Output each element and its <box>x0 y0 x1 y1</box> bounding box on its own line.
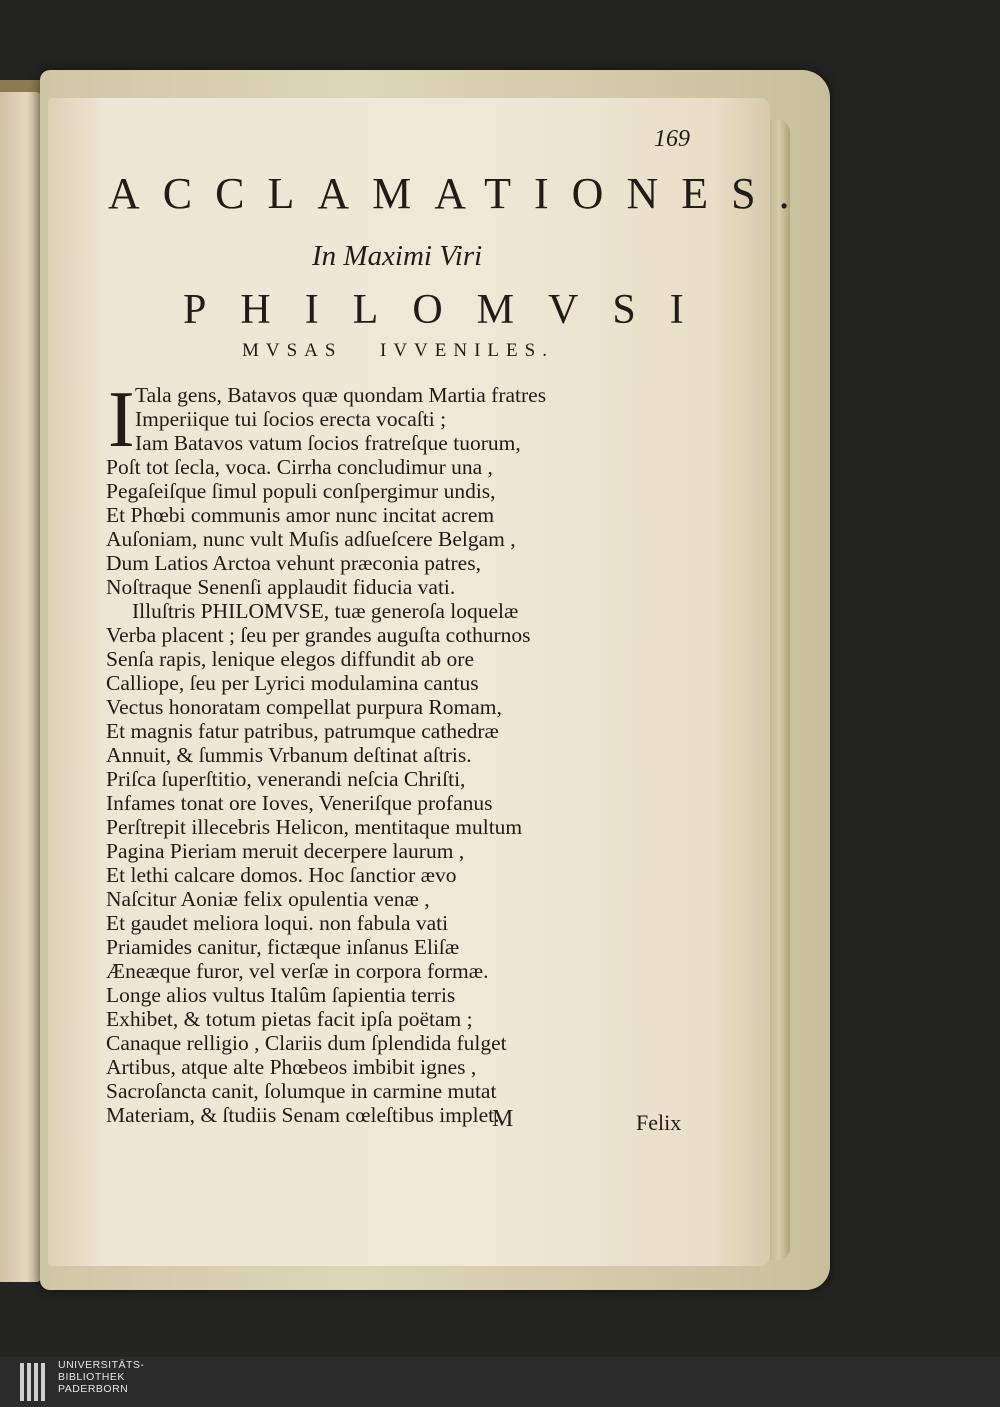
dedicatee-name: PHILOMVSI <box>183 287 718 333</box>
poem-line: Annuit, & ſummis Vrbanum deſtinat aſtris. <box>106 743 472 767</box>
logo-line-3: PADERBORN <box>58 1383 129 1395</box>
poem-line: Vectus honoratam compellat purpura Romam, <box>106 695 502 719</box>
poem-line: Noſtraque Senenſi applaudit fiducia vati. <box>106 575 456 599</box>
poem-line: Calliope, ſeu per Lyrici modulamina cantus <box>106 671 479 695</box>
poem-line: Et gaudet meliora loqui. non fabula vati <box>106 911 449 935</box>
heading-iuveniles: IVVENILES. <box>380 340 554 361</box>
poem-line: Iam Batavos vatum ſocios fratreſque tuorum, <box>135 431 521 455</box>
poem-line: Longe alios vultus Italûm ſapientia terris <box>106 983 456 1007</box>
poem-line: Et magnis fatur patribus, patrumque cathedræ <box>106 719 499 743</box>
page-number: 169 <box>654 126 690 152</box>
poem-line: Poſt tot ſecla, voca. Cirrha concludimur una , <box>106 455 493 479</box>
poem-line: Illuſtris PHILOMVSE, tuæ generoſa loquelæ <box>132 599 519 623</box>
poem-line: Imperiique tui ſocios erecta vocaſti ; <box>135 407 447 431</box>
page-title: ACCLAMATIONES. <box>108 169 813 218</box>
library-logo-icon <box>20 1363 48 1401</box>
poem-line: Perſtrepit illecebris Helicon, mentitaque multum <box>106 815 523 839</box>
poem-line: Auſoniam, nunc vult Muſis adſueſcere Belgam , <box>106 527 516 551</box>
poem-line: Sacroſancta canit, ſolumque in carmine mutat <box>106 1079 497 1103</box>
poem-line: Pagina Pieriam meruit decerpere laurum , <box>106 839 465 863</box>
poem-line: Æneæque furor, vel verſæ in corpora formæ. <box>106 959 489 983</box>
poem-line: Artibus, atque alte Phœbeos imbibit ignes , <box>106 1055 477 1079</box>
poem-line: Naſcitur Aoniæ felix opulentia venæ , <box>106 887 430 911</box>
logo-line-2: BIBLIOTHEK <box>58 1371 125 1383</box>
footer-bar <box>0 1357 1000 1407</box>
poem-line: Canaque relligio , Clariis dum ſplendida fulget <box>106 1031 507 1055</box>
poem-line: Exhibet, & totum pietas facit ipſa poëtam ; <box>106 1007 473 1031</box>
catchword: Felix <box>636 1110 682 1135</box>
library-logo-text <box>58 1359 144 1395</box>
poem-line: Et lethi calcare domos. Hoc ſanctior ævo <box>106 863 457 887</box>
poem-line: Pegaſeiſque ſimul populi conſpergimur undis, <box>106 479 496 503</box>
poem-line: Infames tonat ore Ioves, Veneriſque profanus <box>106 791 493 815</box>
left-page-edge <box>0 92 42 1282</box>
logo-line-1: UNIVERSITÄTS- <box>58 1359 145 1371</box>
poem-line: Tala gens, Batavos quæ quondam Martia fratres <box>135 383 547 407</box>
poem-line: Materiam, & ſtudiis Senam cœleſtibus implet. <box>106 1103 500 1127</box>
poem-line: Verba placent ; ſeu per grandes auguſta cothurnos <box>106 623 531 647</box>
page-subtitle: In Maximi Viri <box>312 240 483 272</box>
poem-line: Dum Latios Arctoa vehunt præconia patres, <box>106 551 481 575</box>
poem-line: Priſca ſuperſtitio, venerandi neſcia Chriſti, <box>106 767 466 791</box>
page-fore-edge <box>768 120 790 1260</box>
poem-line: Senſa rapis, lenique elegos diffundit ab ore <box>106 647 474 671</box>
heading-musas: MVSAS <box>242 340 343 361</box>
drop-cap: I <box>108 376 135 464</box>
poem-line: Priamides canitur, fictæque inſanus Eliſæ <box>106 935 460 959</box>
signature-mark: M <box>492 1106 514 1132</box>
poem-line: Et Phœbi communis amor nunc incitat acrem <box>106 503 495 527</box>
